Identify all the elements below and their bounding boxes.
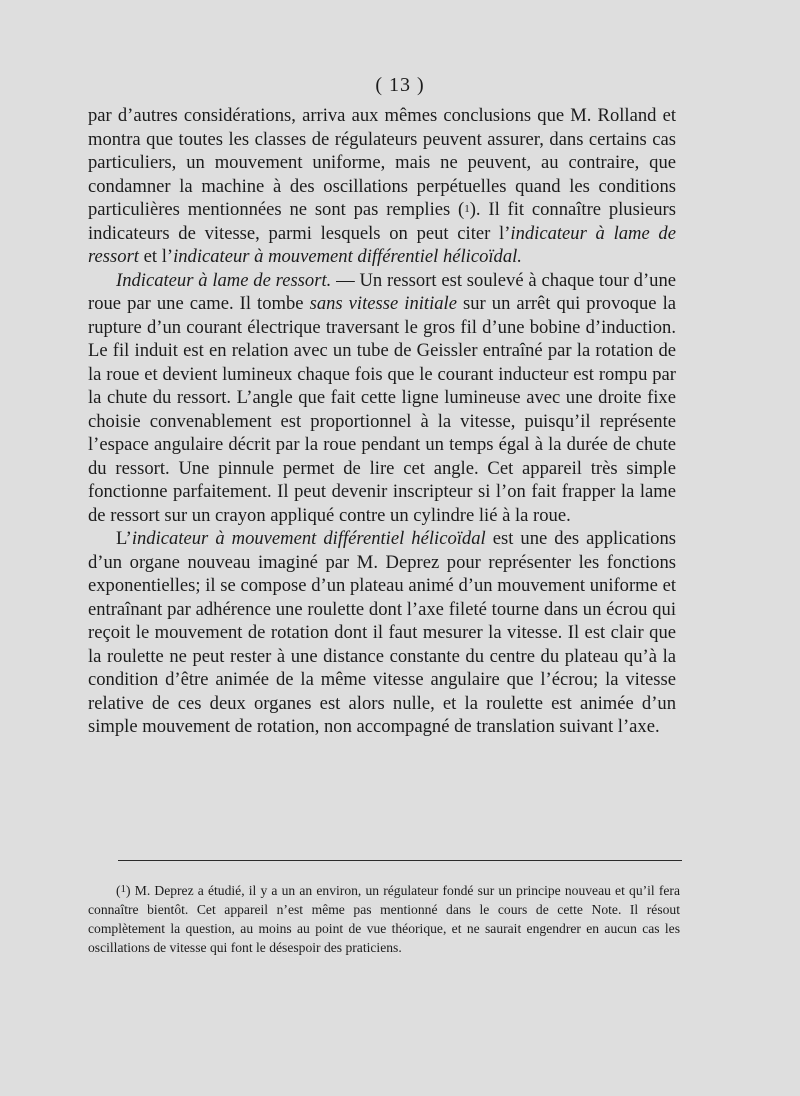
paragraph-2 <box>88 269 676 528</box>
paragraph-3-text-b: est une des applications d’un organe nouveau imaginé par M. Deprez pour représenter les fonctions exponentielles; il se compose d’un plateau animé d’un mouvement uniforme et entraînant par adhérence une roulette dont l’axe fileté tourne dans un écrou qui reçoit le mouvement de rotation dont il faut mesurer la vitesse. Il est clair que la roulette ne peut rester à une distance constante du centre du plateau qu’à la condition d’être animée de la même vitesse angulaire que l’écrou; la vitesse relative de ces deux organes est alors nulle, et la roulette est animée d’un simple mouvement de rotation, non accompagné de translation suivant l’axe. <box>88 528 676 737</box>
paragraph-1-italic-2: indicateur à mouvement différentiel hélicoïdal. <box>173 246 522 267</box>
page-number: ( 13 ) <box>375 74 425 96</box>
paragraph-1 <box>88 104 676 269</box>
footnote-reference[interactable]: 1 <box>464 203 470 215</box>
paragraph-2-text-a: — Un ressort est soulevé à chaque tour d’une roue par une came. Il tombe <box>88 269 676 314</box>
paragraph-1-text-b: ). Il fit connaître plusieurs indicateurs de vitesse, parmi lesquels on peut citer l’ <box>88 199 676 244</box>
paragraph-3 <box>88 527 676 739</box>
footnote-divider <box>118 860 682 861</box>
paragraph-1-italic-1: indicateur à lame de ressort <box>88 222 676 267</box>
paragraph-2-text-b: sur un arrêt qui provoque la rupture d’un courant électrique traversant le gros fil d’une bobine d’induction. Le fil induit est en relation avec un tube de Geissler entraîné par la rotation de la roue et devient lumineux chaque fois que le courant inducteur est rompu par la chute du ressort. L’angle que fait cette ligne lumineuse avec une droite fixe choisie convenablement est proportionnel à la vitesse, puisqu’il représente l’espace angulaire décrit par la roue pendant un temps égal à la durée de chute du ressort. Une pinnule permet de lire cet angle. Cet appareil très simple fonctionne parfaitement. Il peut devenir inscripteur si l’on fait frapper la lame de ressort sur un crayon appliqué contre un cylindre lié à la roue. <box>88 293 676 526</box>
paragraph-3-italic-1: indicateur à mouvement différentiel hélicoïdal <box>131 528 486 549</box>
paragraph-2-italic-1: sans vitesse initiale <box>309 293 457 314</box>
footnote-paragraph: ($^1$) M. Deprez a étudié, il y a un an environ, un régulateur fondé sur un principe nouveau et qu’il fera connaître bientôt. Cet appareil n’est même pas mentionné dans le cours de cette Note. Il résout complètement la question, au moins au point de vue théorique, et ne saurait engendrer en aucun cas les oscillations de vitesse qui font le désespoir des praticiens. <box>88 883 680 955</box>
paragraph-3-text-a: L’ <box>116 528 132 549</box>
footnote <box>88 880 680 957</box>
section-heading: Indicateur à lame de ressort. <box>116 269 332 291</box>
paragraph-1-text-c: et l’ <box>138 246 174 267</box>
footnote-mark: 1 <box>120 883 127 895</box>
paragraph-1-text-a: par d’autres considérations, arriva aux mêmes conclusions que M. Rolland et montra que toutes les classes de régulateurs peuvent assurer, dans certains cas particuliers, un mouvement uniforme, mais ne peuvent, au contraire, que condamner la machine à des oscillations perpétuelles quand les conditions particulières mentionnées ne sont pas remplies ( <box>88 105 676 220</box>
footnote-text: M. Deprez a étudié, il y a un an environ, un régulateur fondé sur un principe nouveau et qu’il fera connaître bientôt. Cet appareil n’est même pas mentionné dans le cours de cette Note. Il résout complètement la question, au moins au point de vue théorique, et ne saurait engendrer en aucun cas les oscillations de vitesse qui font le désespoir des praticiens. <box>88 883 680 955</box>
body-text <box>88 104 676 739</box>
